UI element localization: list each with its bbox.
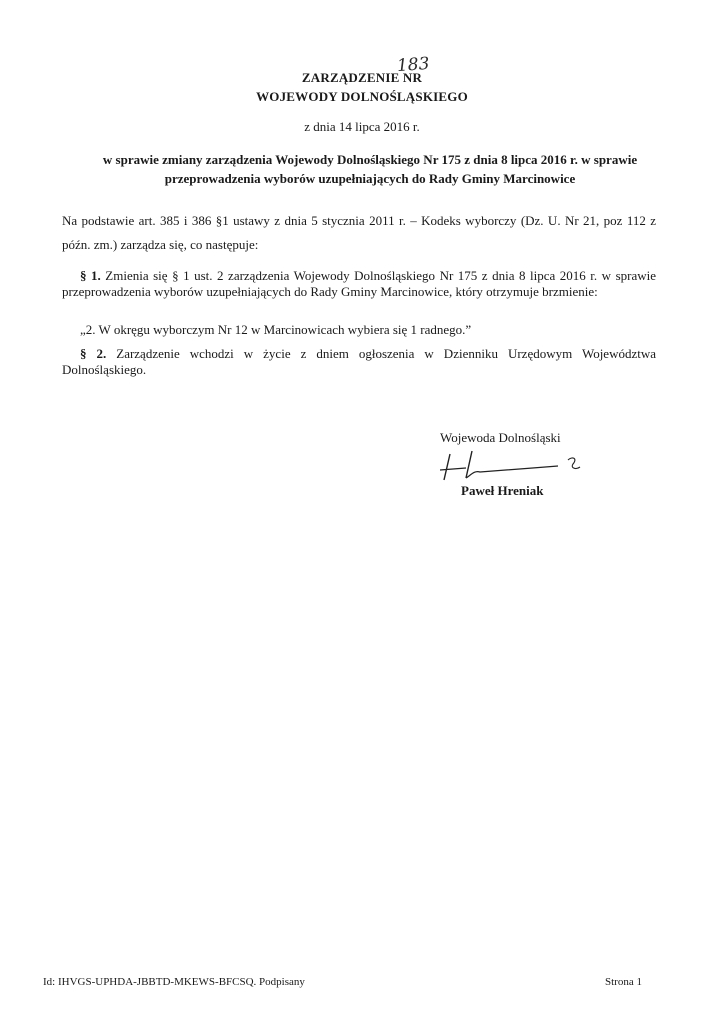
paragraph-1-text: Zmienia się § 1 ust. 2 zarządzenia Wojewody Dolnośląskiego Nr 175 z dnia 8 lipca 2016 r. w sprawie przeprowadzenia wyborów uzupełniających do Rady Gminy Marcinowice, który otrzymuje brzmienie: xyxy=(62,268,657,299)
paragraph-2 xyxy=(62,346,656,377)
legal-basis: Na podstawie art. 385 i 386 §1 ustawy z dnia 5 stycznia 2011 r. – Kodeks wyborczy (Dz. U. Nr 21, poz 112 z późn. zm.) zarządza się, co następuje: xyxy=(62,213,656,252)
signatory-office: Wojewoda Dolnośląski xyxy=(440,430,561,445)
issuer-title: WOJEWODY DOLNOŚLĄSKIEGO xyxy=(256,89,468,104)
signatory-name: Paweł Hreniak xyxy=(461,483,544,498)
footer-page-number: Strona 1 xyxy=(605,976,642,988)
paragraph-2-label: § 2. xyxy=(80,346,107,361)
paragraph-2-text: Zarządzenie wchodzi w życie z dniem ogłoszenia w Dzienniku Urzędowym Województwa Dolnośląskiego. xyxy=(62,346,657,377)
title-prefix: ZARZĄDZENIE NR xyxy=(301,70,423,85)
document-date: z dnia 14 lipca 2016 r. xyxy=(304,119,420,134)
quoted-amendment xyxy=(62,322,656,338)
document-subject: w sprawie zmiany zarządzenia Wojewody Dolnośląskiego Nr 175 z dnia 8 lipca 2016 r. w sprawie przeprowadzenia wyborów uzupełniających do Rady Gminy Marcinowice xyxy=(102,152,638,186)
paragraph-1 xyxy=(62,268,656,299)
paragraph-1-label: § 1. xyxy=(80,268,101,283)
handwritten-number: 183 xyxy=(396,53,431,77)
handwritten-signature xyxy=(436,446,596,486)
footer-document-id: Id: IHVGS-UPHDA-JBBTD-MKEWS-BFCSQ. Podpisany xyxy=(43,976,305,988)
quoted-amendment-text: „2. W okręgu wyborczym Nr 12 w Marcinowicach wybiera się 1 radnego.” xyxy=(80,322,472,337)
document-title xyxy=(0,70,724,86)
